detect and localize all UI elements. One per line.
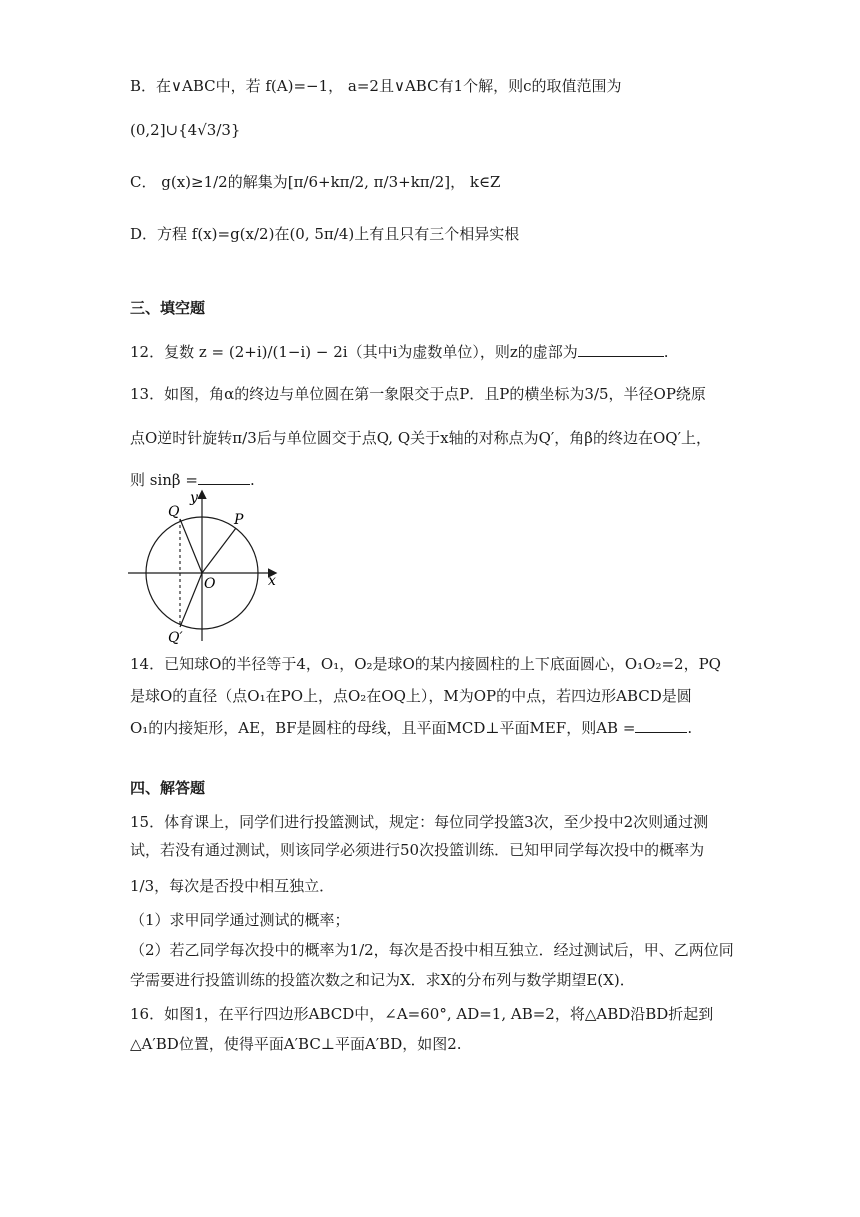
segment-oq: [180, 519, 202, 573]
question-13-tail: .: [249, 471, 255, 489]
question-14-tail: .: [687, 719, 693, 737]
question-12-text: 12．复数 z = (2+i)/(1−i) − 2i（其中i为虚数单位），则z的虚部为: [130, 343, 578, 361]
question-12-tail: .: [663, 343, 669, 361]
question-14-text: O₁的内接矩形，AE，BF是圆柱的母线，且平面MCD⊥平面MEF，则AB =: [130, 719, 636, 737]
option-b-line1: B．在∨ABC中，若 f(A)=−1， a=2且∨ABC有1个解，则c的取值范围为: [130, 77, 622, 95]
option-c: C． g(x)≥1/2的解集为[π/6+kπ/2, π/3+kπ/2]， k∈Z: [130, 173, 501, 191]
label-x: x: [268, 573, 276, 589]
label-q: Q: [168, 504, 180, 520]
unit-circle-figure: [120, 486, 290, 646]
question-12: [130, 340, 669, 362]
label-y: y: [190, 490, 198, 506]
segment-oq-prime: [180, 573, 202, 627]
question-13-line2: 点O逆时针旋转π/3后与单位圆交于点Q, Q关于x轴的对称点为Q′，角β的终边在OQ′上，: [130, 429, 711, 447]
section-answer: 四、解答题: [130, 779, 206, 797]
question-15-line1: 15．体育课上，同学们进行投篮测试，规定：每位同学投篮3次，至少投中2次则通过测: [130, 813, 709, 831]
label-p: P: [234, 512, 244, 528]
question-16-line2: △A′BD位置，使得平面A′BC⊥平面A′BD，如图2.: [130, 1035, 462, 1053]
answer-blank-12[interactable]: [578, 340, 664, 357]
question-15-part2a: （2）若乙同学每次投中的概率为1/2，每次是否投中相互独立．经过测试后，甲、乙两位同: [130, 941, 734, 959]
answer-blank-13[interactable]: [198, 468, 250, 485]
label-q-prime: Q′: [168, 630, 183, 646]
question-15-line3: 1/3，每次是否投中相互独立．: [130, 877, 335, 895]
question-13-line1: 13．如图，角α的终边与单位圆在第一象限交于点P．且P的横坐标为3/5，半径OP绕原: [130, 385, 706, 403]
answer-blank-14[interactable]: [635, 716, 687, 733]
question-16-line1: 16．如图1，在平行四边形ABCD中，∠A=60°, AD=1, AB=2，将△ABD沿BD折起到: [130, 1005, 714, 1023]
question-15-line2: 试，若没有通过测试，则该同学必须进行50次投篮训练．已知甲同学每次投中的概率为: [130, 841, 705, 859]
question-15-part2b: 学需要进行投篮训练的投篮次数之和记为X．求X的分布列与数学期望E(X)．: [130, 971, 635, 989]
question-14-line3: [130, 716, 692, 738]
question-14-line1: 14．已知球O的半径等于4，O₁，O₂是球O的某内接圆柱的上下底面圆心，O₁O₂=2，PQ: [130, 655, 721, 673]
section-fill-in: 三、填空题: [130, 299, 206, 317]
question-15-part1: （1）求甲同学通过测试的概率；: [130, 911, 350, 929]
question-13-text: 则 sinβ =: [130, 471, 198, 489]
option-b-line2: (0,2]∪{4√3/3}: [130, 121, 241, 139]
option-d: D．方程 f(x)=g(x/2)在(0, 5π/4)上有且只有三个相异实根: [130, 225, 520, 243]
question-14-line2: 是球O的直径（点O₁在PO上，点O₂在OQ上），M为OP的中点，若四边形ABCD是圆: [130, 687, 692, 705]
segment-op: [202, 528, 236, 573]
label-o: O: [204, 576, 216, 592]
